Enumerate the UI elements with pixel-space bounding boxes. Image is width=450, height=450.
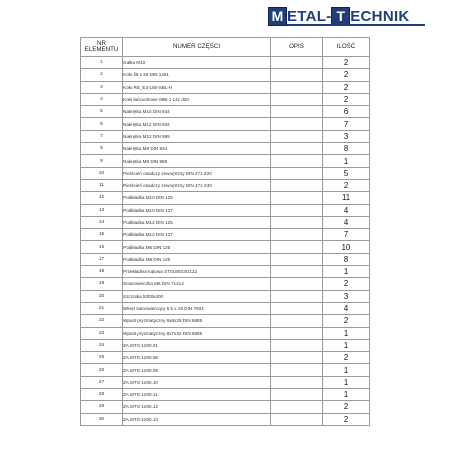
row-quantity: 1 [323, 155, 370, 167]
row-part-number: Szczotka 5300x400 [123, 290, 271, 302]
table-body [81, 57, 370, 426]
row-part-number: Podkładka M6 DIN 125 [123, 241, 271, 253]
row-quantity: 3 [323, 130, 370, 142]
row-element-number: 3 [81, 81, 123, 93]
row-description [271, 327, 323, 339]
row-element-number: 22 [81, 315, 123, 327]
row-quantity: 2 [323, 401, 370, 413]
row-quantity: 2 [323, 315, 370, 327]
row-quantity: 2 [323, 57, 370, 69]
row-quantity: 2 [323, 413, 370, 425]
row-description [271, 401, 323, 413]
table-row [81, 204, 370, 216]
row-element-number: 14 [81, 216, 123, 228]
table-row [81, 143, 370, 155]
row-element-number: 2 [81, 69, 123, 81]
row-element-number: 23 [81, 327, 123, 339]
row-element-number: 8 [81, 143, 123, 155]
table-row [81, 216, 370, 228]
row-part-number: ZA.MTS-1200.11 [123, 389, 271, 401]
table-row [81, 327, 370, 339]
row-description [271, 253, 323, 265]
table-row [81, 229, 370, 241]
row-description [271, 266, 323, 278]
row-quantity: 10 [323, 241, 370, 253]
row-quantity: 8 [323, 253, 370, 265]
table-row [81, 278, 370, 290]
row-description [271, 57, 323, 69]
row-description [271, 241, 323, 253]
table-row [81, 155, 370, 167]
table-row [81, 241, 370, 253]
row-description [271, 130, 323, 142]
table-row [81, 413, 370, 425]
table-row [81, 364, 370, 376]
row-quantity: 5 [323, 167, 370, 179]
row-quantity: 4 [323, 302, 370, 314]
row-element-number: 17 [81, 253, 123, 265]
row-element-number: 12 [81, 192, 123, 204]
row-element-number: 5 [81, 106, 123, 118]
header-part-number: NUMER CZĘŚCI [123, 38, 271, 57]
row-description [271, 376, 323, 388]
row-description [271, 413, 323, 425]
row-part-number: Podkładka M10 DIN 125 [123, 192, 271, 204]
logo-underline [287, 24, 425, 26]
table-row [81, 389, 370, 401]
row-quantity: 1 [323, 266, 370, 278]
row-part-number: ZA.MTS-1200.12 [123, 401, 271, 413]
logo-text-echnik: ECHNIK [350, 7, 410, 25]
row-part-number: Smarowniczka M6 DIN 71412 [123, 278, 271, 290]
row-description [271, 389, 323, 401]
row-description [271, 93, 323, 105]
table-row [81, 253, 370, 265]
header-element-number [81, 38, 123, 57]
row-quantity: 7 [323, 118, 370, 130]
row-element-number: 24 [81, 339, 123, 351]
row-element-number: 20 [81, 290, 123, 302]
row-quantity: 2 [323, 278, 370, 290]
row-description [271, 204, 323, 216]
row-part-number: Podkładka M10 DIN 127 [123, 204, 271, 216]
row-part-number: Nakrętka M12 DIN 934 [123, 118, 271, 130]
logo-letter-t: T [331, 7, 350, 26]
table-row [81, 106, 370, 118]
row-description [271, 81, 323, 93]
header-quantity: ILOŚĆ [323, 38, 370, 57]
table-row [81, 57, 370, 69]
row-part-number: Przekładnia kątowa ST0180S3G122 [123, 266, 271, 278]
row-description [271, 143, 323, 155]
row-part-number: Koło fi8 x 30 DIN 1481 [123, 69, 271, 81]
row-part-number: Podkładka M12 DIN 127 [123, 229, 271, 241]
row-part-number: Koło łańcuchowe 08B-1 14z d20 [123, 93, 271, 105]
header-nr-line1: NR [97, 39, 106, 47]
row-quantity: 6 [323, 106, 370, 118]
row-element-number: 19 [81, 278, 123, 290]
row-part-number: Nakrętka M10 DIN 934 [123, 106, 271, 118]
row-quantity: 1 [323, 389, 370, 401]
row-part-number: Pierścień osadczy zewnętrzny DIN 471 Z40 [123, 179, 271, 191]
row-description [271, 155, 323, 167]
row-element-number: 6 [81, 118, 123, 130]
row-element-number: 26 [81, 364, 123, 376]
row-element-number: 28 [81, 389, 123, 401]
row-description [271, 118, 323, 130]
row-quantity: 2 [323, 352, 370, 364]
row-description [271, 364, 323, 376]
row-quantity: 7 [323, 229, 370, 241]
table-row [81, 302, 370, 314]
row-element-number: 27 [81, 376, 123, 388]
row-element-number: 9 [81, 155, 123, 167]
parts-list-table [80, 37, 370, 426]
row-part-number: Nakrętka M12 DIN 985 [123, 130, 271, 142]
row-quantity: 3 [323, 290, 370, 302]
row-quantity: 1 [323, 376, 370, 388]
table-row [81, 290, 370, 302]
row-element-number: 30 [81, 413, 123, 425]
table-row [81, 339, 370, 351]
row-element-number: 15 [81, 229, 123, 241]
row-description [271, 69, 323, 81]
table-row [81, 266, 370, 278]
row-part-number: Gałka M10 [123, 57, 271, 69]
row-element-number: 10 [81, 167, 123, 179]
row-quantity: 2 [323, 81, 370, 93]
table-row [81, 352, 370, 364]
row-part-number: Wkręt samowiercący 5,5 x 25 DIN 7504 [123, 302, 271, 314]
row-part-number: Podkładka M8 DIN 125 [123, 253, 271, 265]
table-row [81, 179, 370, 191]
row-description [271, 290, 323, 302]
row-description [271, 315, 323, 327]
row-quantity: 1 [323, 364, 370, 376]
row-quantity: 4 [323, 204, 370, 216]
row-element-number: 13 [81, 204, 123, 216]
table-row [81, 401, 370, 413]
row-element-number: 18 [81, 266, 123, 278]
row-element-number: 1 [81, 57, 123, 69]
row-description [271, 339, 323, 351]
row-quantity: 2 [323, 69, 370, 81]
row-description [271, 167, 323, 179]
table-row [81, 315, 370, 327]
row-element-number: 25 [81, 352, 123, 364]
logo-letter-m: M [268, 7, 287, 26]
row-quantity: 2 [323, 93, 370, 105]
row-element-number: 21 [81, 302, 123, 314]
row-quantity: 1 [323, 327, 370, 339]
row-quantity: 4 [323, 216, 370, 228]
table-row [81, 69, 370, 81]
table-row [81, 192, 370, 204]
row-description [271, 302, 323, 314]
row-description [271, 179, 323, 191]
row-description [271, 229, 323, 241]
row-description [271, 352, 323, 364]
row-description [271, 278, 323, 290]
row-part-number: ZA.MTS-1200.13 [123, 413, 271, 425]
table-row [81, 167, 370, 179]
row-quantity: 1 [323, 339, 370, 351]
row-part-number: Nakrętka M8 DIN 985 [123, 155, 271, 167]
header-description: OPIS [271, 38, 323, 57]
row-description [271, 192, 323, 204]
row-element-number: 29 [81, 401, 123, 413]
row-part-number: ZA.MTS-1200.01 [123, 339, 271, 351]
row-part-number: ZA.MTS-1200.09 [123, 364, 271, 376]
table-row [81, 93, 370, 105]
row-part-number: ZA.MTS-1200.08 [123, 352, 271, 364]
table-row [81, 130, 370, 142]
table-header-row [81, 38, 370, 57]
row-description [271, 106, 323, 118]
row-quantity: 11 [323, 192, 370, 204]
row-part-number: Koło RE_E3-150-SBL-H [123, 81, 271, 93]
table-row [81, 81, 370, 93]
table-row [81, 118, 370, 130]
row-part-number: Nakrętka M8 DIN 934 [123, 143, 271, 155]
table-row [81, 376, 370, 388]
row-part-number: Podkładka M12 DIN 125 [123, 216, 271, 228]
row-element-number: 7 [81, 130, 123, 142]
row-part-number: Wpust pryzmatyczny 6x6x25 DIN 6885 [123, 315, 271, 327]
row-description [271, 216, 323, 228]
logo-text-etal: ETAL [287, 7, 327, 25]
logo-dash: - [326, 7, 332, 25]
row-part-number: ZA.MTS-1200.10 [123, 376, 271, 388]
row-part-number: Wpust pryzmatyczny 8x7x32 DIN 6885 [123, 327, 271, 339]
row-quantity: 2 [323, 179, 370, 191]
row-element-number: 4 [81, 93, 123, 105]
row-element-number: 11 [81, 179, 123, 191]
row-element-number: 16 [81, 241, 123, 253]
row-quantity: 8 [323, 143, 370, 155]
row-part-number: Pierścień osadczy zewnętrzny DIN 471 Z20 [123, 167, 271, 179]
header-nr-line2: ELEMENTU [84, 46, 119, 53]
